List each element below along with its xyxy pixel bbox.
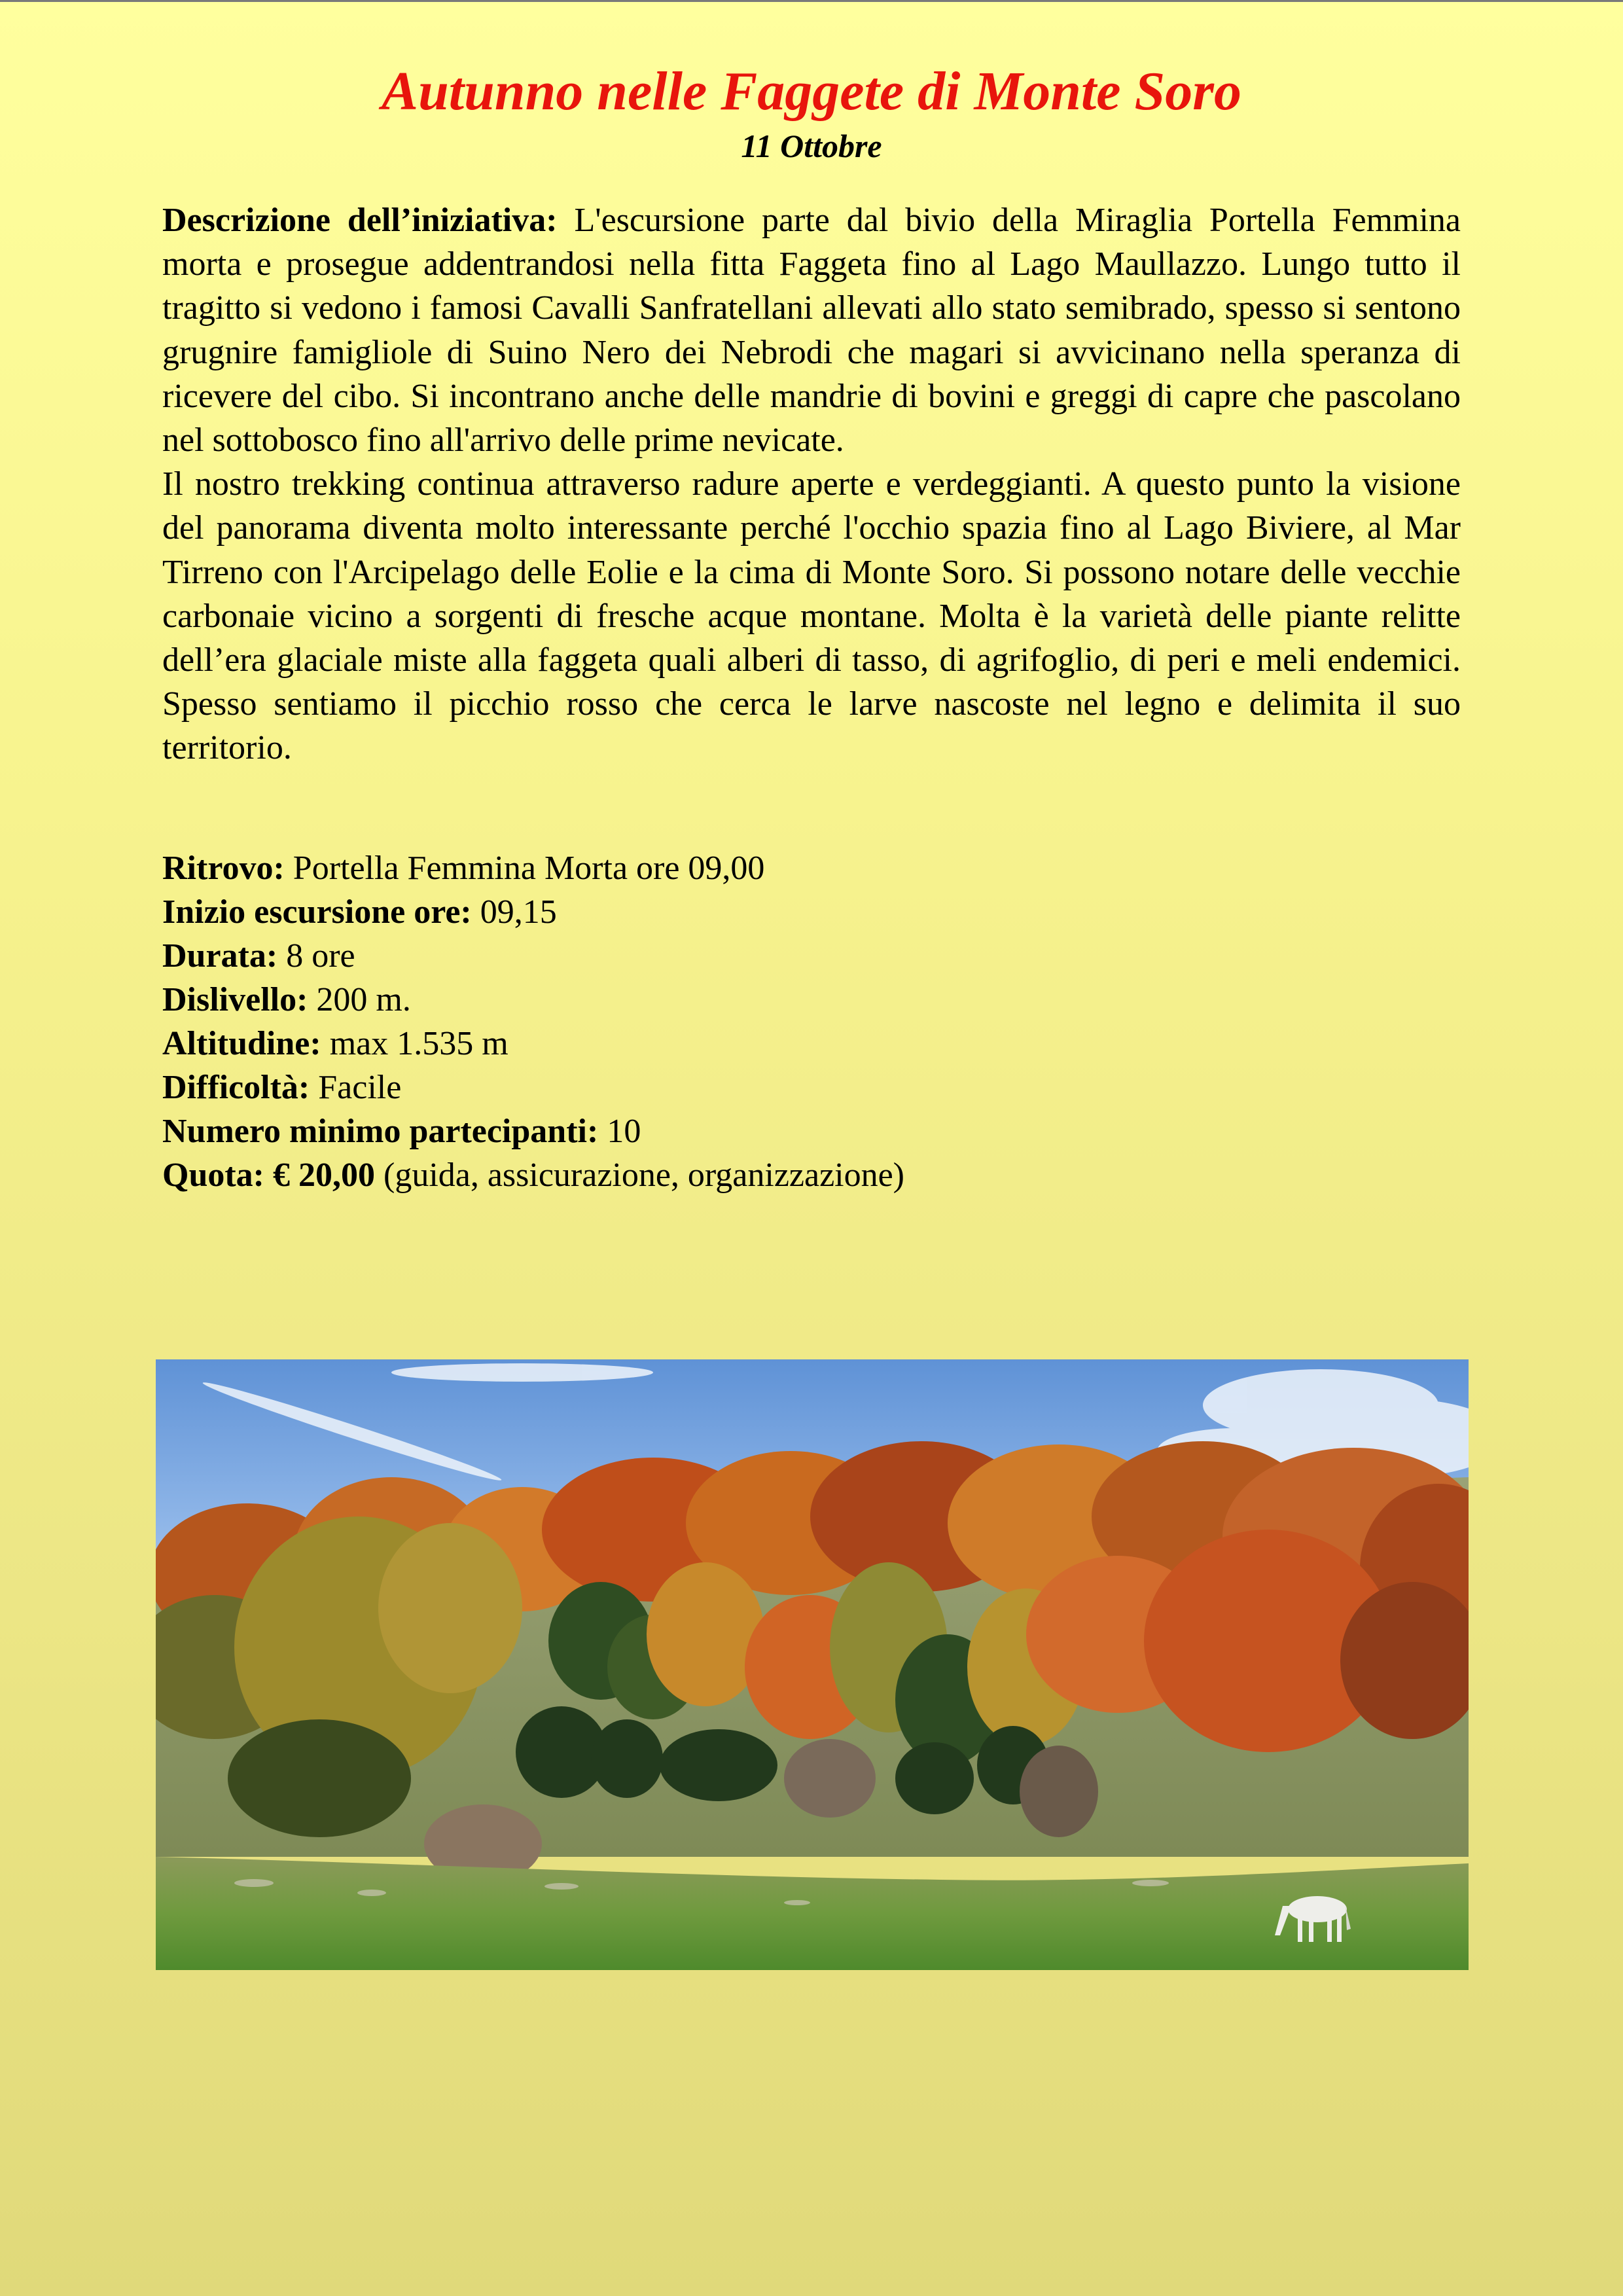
detail-value: Portella Femmina Morta ore 09,00 [284, 850, 765, 887]
detail-row-durata [162, 934, 1461, 978]
description-section [162, 198, 1461, 770]
detail-label: Durata: [162, 937, 278, 975]
detail-row-partecipanti [162, 1109, 1461, 1153]
detail-label: Dislivello: [162, 981, 308, 1018]
detail-label: Quota: € 20,00 [162, 1157, 375, 1194]
detail-label: Ritrovo: [162, 850, 285, 887]
detail-row-quota [162, 1153, 1461, 1197]
detail-value: max 1.535 m [321, 1025, 508, 1062]
detail-value: Facile [310, 1069, 402, 1106]
detail-value: (guida, assicurazione, organizzazione) [375, 1157, 904, 1194]
detail-value: 09,15 [471, 893, 557, 931]
description-label: Descrizione dell’iniziativa: [162, 202, 558, 239]
description-text-1: L'escursione parte dal bivio della Miraglia Portella Femmina morta e prosegue addentrandosi nella fitta Faggeta fino al Lago Maullazzo. Lungo tutto il tragitto si vedono i famosi Cavalli Sanfratellani allevati allo stato semibrado, spesso si sentono grugnire famigliole di Suino Nero dei Nebrodi che magari si avvicinano nella speranza di ricevere del cibo. Si incontrano anche delle mandrie di bovini e greggi di capre che pascolano nel sottobosco fino all'arrivo delle prime nevicate. [162, 202, 1461, 459]
detail-row-inizio [162, 890, 1461, 934]
detail-label: Difficoltà: [162, 1069, 310, 1106]
page-title: Autunno nelle Faggete di Monte Soro [382, 61, 1241, 122]
detail-row-dislivello [162, 978, 1461, 1022]
landscape-photo [156, 1359, 1469, 1970]
event-date: 11 Ottobre [741, 128, 882, 164]
description-paragraph-2: Il nostro trekking continua attraverso radure aperte e verdeggianti. A questo punto la visione del panorama diventa molto interessante perché l'occhio spazia fino al Lago Biviere, al Mar Tirreno con l'Arcipelago delle Eolie e la cima di Monte Soro. Si possono notare delle vecchie carbonaie vicino a sorgenti di fresche acque montane. Molta è la varietà delle piante relitte dell’era glaciale miste alla faggeta quali alberi di tasso, di agrifoglio, di peri e meli endemici. Spesso sentiamo il picchio rosso che cerca le larve nascoste nel legno e delimita il suo territorio. [162, 465, 1461, 767]
details-list [162, 846, 1461, 1197]
detail-row-ritrovo [162, 846, 1461, 890]
description-paragraph-1 [162, 198, 1461, 462]
detail-row-difficolta [162, 1066, 1461, 1109]
detail-value: 10 [598, 1113, 641, 1150]
detail-value: 8 ore [277, 937, 355, 975]
detail-label: Numero minimo partecipanti: [162, 1113, 599, 1150]
detail-label: Inizio escursione ore: [162, 893, 472, 931]
meadow [156, 1857, 1469, 1970]
detail-row-altitudine [162, 1022, 1461, 1066]
landscape-photo-drawing [156, 1359, 1469, 1970]
detail-value: 200 m. [308, 981, 411, 1018]
detail-label: Altitudine: [162, 1025, 321, 1062]
top-rule [0, 0, 1623, 2]
